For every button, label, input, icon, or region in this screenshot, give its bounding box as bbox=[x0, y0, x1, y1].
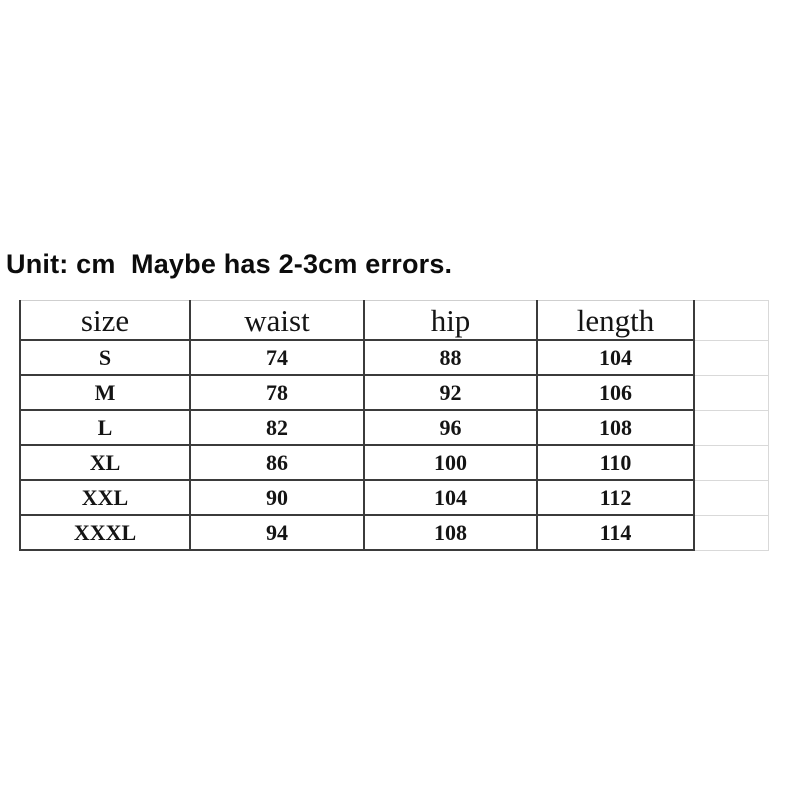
cell-size: XL bbox=[20, 445, 190, 480]
cell-size: M bbox=[20, 375, 190, 410]
cell-waist: 86 bbox=[190, 445, 364, 480]
cell-hip: 104 bbox=[364, 480, 537, 515]
cell-size: S bbox=[20, 340, 190, 375]
cell-length: 114 bbox=[537, 515, 694, 550]
cell-size: L bbox=[20, 410, 190, 445]
cell-waist: 94 bbox=[190, 515, 364, 550]
cell-waist: 78 bbox=[190, 375, 364, 410]
cell-hip: 88 bbox=[364, 340, 537, 375]
cell-hip: 96 bbox=[364, 410, 537, 445]
cell-waist: 82 bbox=[190, 410, 364, 445]
column-header-size: size bbox=[20, 301, 190, 341]
size-chart-header bbox=[20, 301, 768, 341]
cell-length: 108 bbox=[537, 410, 694, 445]
cell-length: 112 bbox=[537, 480, 694, 515]
cell-length: 106 bbox=[537, 375, 694, 410]
cell-waist: 90 bbox=[190, 480, 364, 515]
table-row bbox=[20, 480, 768, 515]
header-row bbox=[20, 301, 768, 341]
column-header-length: length bbox=[537, 301, 694, 341]
cell-size: XXXL bbox=[20, 515, 190, 550]
empty-spreadsheet-cell bbox=[694, 340, 768, 375]
empty-spreadsheet-cell bbox=[694, 375, 768, 410]
column-header-hip: hip bbox=[364, 301, 537, 341]
cell-size: XXL bbox=[20, 480, 190, 515]
unit-note-text: Unit: cm Maybe has 2-3cm errors. bbox=[6, 249, 453, 279]
cell-waist: 74 bbox=[190, 340, 364, 375]
empty-spreadsheet-cell bbox=[694, 410, 768, 445]
cell-hip: 92 bbox=[364, 375, 537, 410]
table-row bbox=[20, 340, 768, 375]
empty-spreadsheet-cell bbox=[694, 515, 768, 550]
column-header-waist: waist bbox=[190, 301, 364, 341]
table-row bbox=[20, 445, 768, 480]
size-chart-body bbox=[20, 340, 768, 550]
cell-hip: 108 bbox=[364, 515, 537, 550]
cell-length: 110 bbox=[537, 445, 694, 480]
table-row bbox=[20, 515, 768, 550]
empty-spreadsheet-cell bbox=[694, 445, 768, 480]
size-chart-table bbox=[19, 300, 769, 551]
empty-spreadsheet-cell bbox=[694, 480, 768, 515]
table-row bbox=[20, 410, 768, 445]
table-row bbox=[20, 375, 768, 410]
cell-length: 104 bbox=[537, 340, 694, 375]
empty-spreadsheet-cell bbox=[694, 301, 768, 341]
cell-hip: 100 bbox=[364, 445, 537, 480]
